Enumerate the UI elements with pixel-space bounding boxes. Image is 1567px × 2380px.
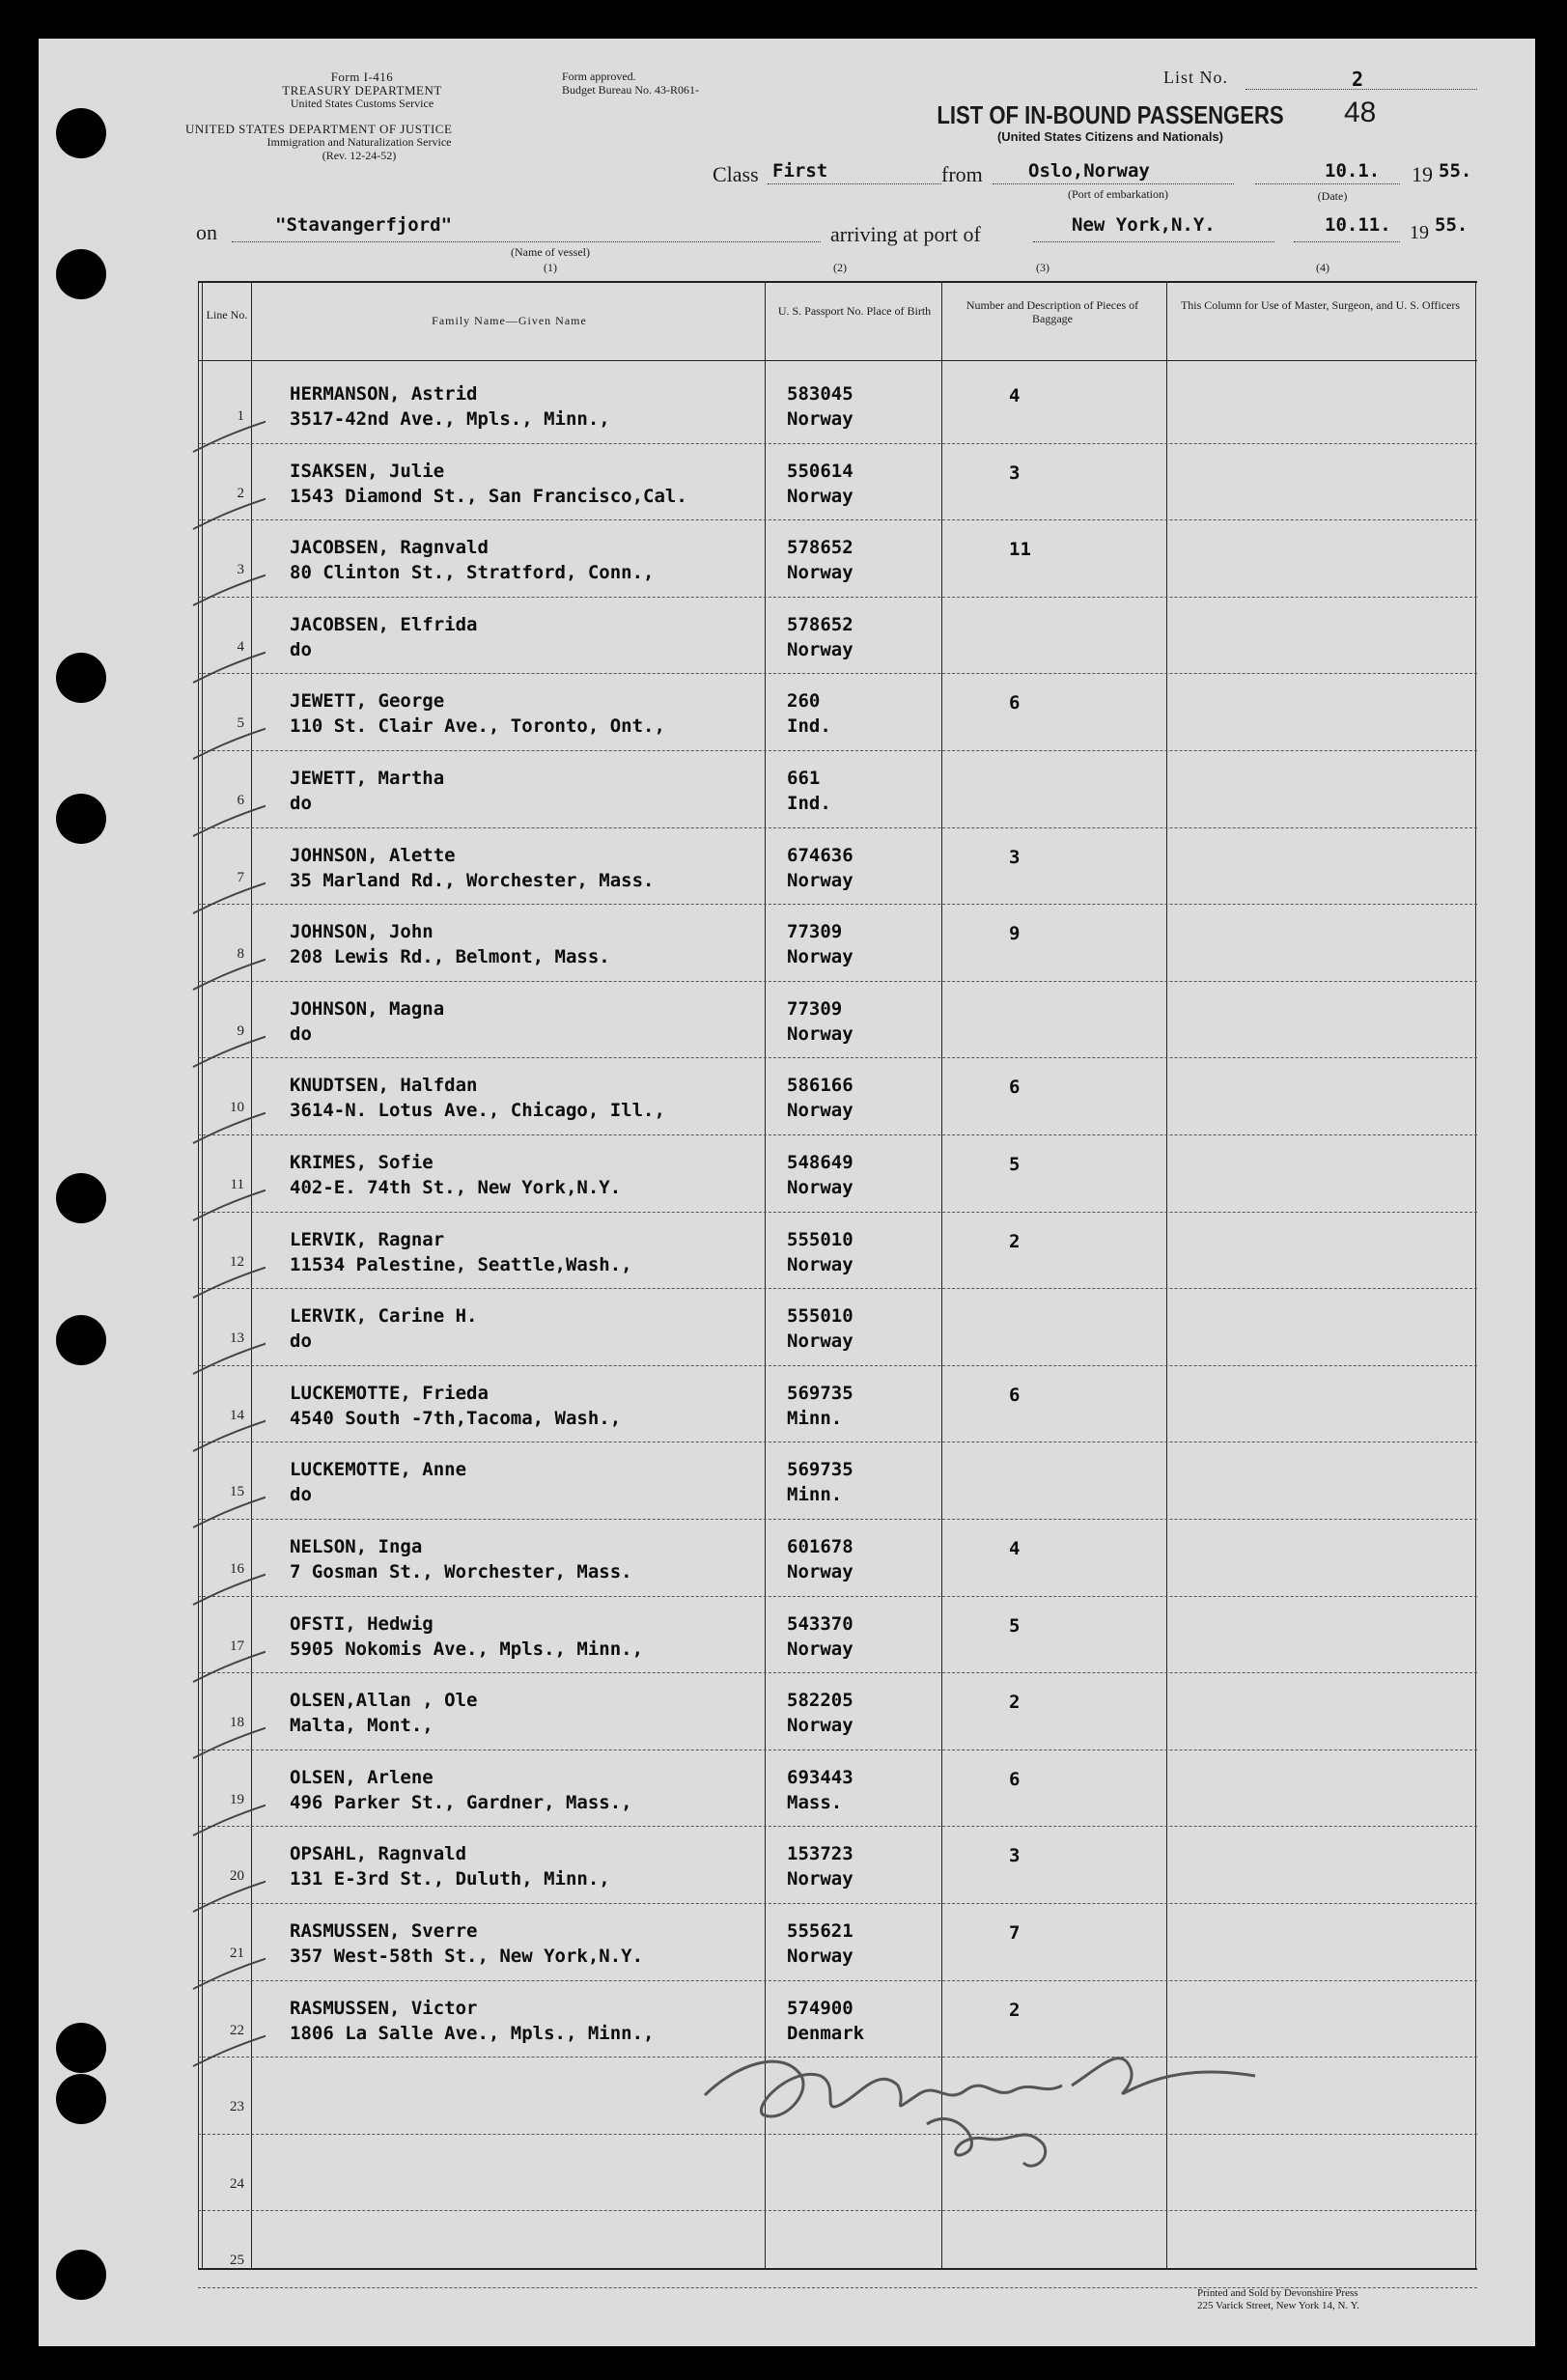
vessel-caption: (Name of vessel): [511, 245, 590, 259]
row-divider: [198, 1596, 1477, 1597]
check-mark: [188, 495, 266, 534]
line-number: 12: [230, 1253, 244, 1270]
place-of-birth: Norway: [787, 1253, 853, 1275]
binder-hole: [56, 2250, 106, 2300]
passport-number: 601678: [787, 1536, 853, 1557]
arrival-port: New York,N.Y.: [1072, 214, 1216, 236]
binder-hole: [56, 653, 106, 703]
place-of-birth: Norway: [787, 1177, 853, 1198]
passenger-name: LERVIK, Ragnar: [290, 1228, 445, 1250]
baggage-count: 7: [1009, 1922, 1021, 1944]
passenger-name: JEWETT, George: [290, 690, 445, 713]
place-of-birth: Norway: [787, 1100, 853, 1122]
line-number: 25: [230, 2253, 244, 2269]
passenger-address: do: [290, 1330, 312, 1353]
passenger-address: do: [290, 1484, 312, 1506]
binder-hole: [56, 1173, 106, 1223]
place-of-birth: Norway: [787, 1946, 853, 1967]
class-value: First: [772, 160, 828, 182]
baggage-count: 6: [1009, 1077, 1021, 1099]
col-ref-4: (4): [1316, 261, 1329, 274]
port-caption: (Port of embarkation): [1068, 187, 1168, 201]
immigration-service: Immigration and Naturalization Service: [266, 135, 452, 149]
row-divider: [198, 1980, 1477, 1981]
passenger-address: 1806 La Salle Ave., Mpls., Minn.,: [290, 2022, 655, 2044]
place-of-birth: Denmark: [787, 2022, 865, 2044]
passenger-address: 402-E. 74th St., New York,N.Y.: [290, 1177, 622, 1198]
passport-number: 77309: [787, 997, 843, 1020]
binder-hole: [56, 1315, 106, 1365]
check-mark: [188, 1187, 266, 1225]
place-of-birth: Norway: [787, 408, 853, 430]
row-divider: [198, 981, 1477, 982]
passport-number: 569735: [787, 1382, 853, 1404]
place-of-birth: Norway: [787, 946, 853, 968]
check-mark: [188, 1494, 266, 1532]
baggage-count: 3: [1009, 846, 1021, 868]
printer-line-1: Printed and Sold by Devonshire Press: [1197, 2287, 1358, 2299]
check-mark: [188, 1802, 266, 1840]
passport-number: 693443: [787, 1766, 853, 1788]
line-number: 4: [237, 638, 244, 655]
passenger-name: NELSON, Inga: [290, 1536, 423, 1557]
passenger-name: RASMUSSEN, Victor: [290, 1997, 478, 2019]
passport-number: 583045: [787, 383, 853, 405]
line-number: 24: [230, 2175, 244, 2192]
line-number: 23: [230, 2099, 244, 2115]
passenger-name: OLSEN,Allan , Ole: [290, 1690, 478, 1712]
line-number: 19: [230, 1791, 244, 1807]
passenger-address: 80 Clinton St., Stratford, Conn.,: [290, 562, 655, 584]
check-mark: [188, 802, 266, 841]
baggage-count: 6: [1009, 1768, 1021, 1790]
passenger-address: 3517-42nd Ave., Mpls., Minn.,: [290, 408, 610, 430]
line-number: 15: [230, 1484, 244, 1500]
line-number: 10: [230, 1100, 244, 1116]
place-of-birth: Mass.: [787, 1791, 843, 1813]
passenger-name: JEWETT, Martha: [290, 768, 445, 789]
passenger-name: OLSEN, Arlene: [290, 1766, 434, 1788]
passport-number: 555010: [787, 1228, 853, 1250]
line-number: 1: [237, 408, 244, 424]
passenger-address: 496 Parker St., Gardner, Mass.,: [290, 1791, 632, 1813]
passport-number: 555621: [787, 1920, 853, 1942]
row-divider: [198, 1365, 1477, 1366]
passport-number: 569735: [787, 1459, 853, 1481]
passport-number: 674636: [787, 844, 853, 866]
check-mark: [188, 418, 266, 457]
row-divider: [198, 1672, 1477, 1673]
passenger-address: 35 Marland Rd., Worchester, Mass.: [290, 869, 655, 891]
place-of-birth: Norway: [787, 485, 853, 507]
check-mark: [188, 1417, 266, 1456]
row-divider: [198, 1288, 1477, 1289]
passport-number: 582205: [787, 1690, 853, 1712]
line-number: 5: [237, 715, 244, 732]
row-divider: [198, 2210, 1477, 2211]
line-number: 9: [237, 1022, 244, 1039]
check-mark: [188, 1878, 266, 1917]
arrival-date: 10.11.: [1325, 214, 1391, 236]
check-mark: [188, 572, 266, 610]
date-caption: (Date): [1317, 189, 1348, 203]
passenger-table: [198, 281, 1477, 2270]
place-of-birth: Ind.: [787, 793, 831, 814]
line-number: 14: [230, 1407, 244, 1423]
baggage-count: 3: [1009, 1845, 1021, 1867]
from-value: Oslo,Norway: [1028, 160, 1150, 182]
check-mark: [188, 1109, 266, 1148]
line-number: 21: [230, 1946, 244, 1961]
row-divider: [198, 597, 1477, 598]
passenger-address: 131 E-3rd St., Duluth, Minn.,: [290, 1868, 610, 1890]
col-header-line-no: Line No.: [206, 308, 248, 322]
baggage-count: 11: [1009, 539, 1031, 561]
passenger-name: OPSAHL, Ragnvald: [290, 1843, 467, 1865]
passenger-name: KRIMES, Sofie: [290, 1152, 434, 1173]
baggage-count: 2: [1009, 1692, 1021, 1714]
row-divider: [198, 673, 1477, 674]
passenger-name: RASMUSSEN, Sverre: [290, 1920, 478, 1942]
passenger-name: JOHNSON, Alette: [290, 844, 456, 866]
line-number: 18: [230, 1715, 244, 1731]
passenger-address: 3614-N. Lotus Ave., Chicago, Ill.,: [290, 1100, 665, 1122]
place-of-birth: Norway: [787, 1330, 853, 1353]
passenger-address: 1543 Diamond St., San Francisco,Cal.: [290, 485, 687, 507]
passenger-name: KNUDTSEN, Halfdan: [290, 1075, 478, 1097]
col-header-baggage: Number and Description of Pieces of Baggage: [965, 298, 1139, 325]
check-mark: [188, 1955, 266, 1994]
page-title: LIST OF IN-BOUND PASSENGERS: [937, 100, 1284, 129]
binder-hole: [56, 108, 106, 158]
binder-hole: [56, 249, 106, 299]
binder-hole: [56, 794, 106, 844]
date-value: 10.1.: [1325, 160, 1381, 182]
passport-number: 550614: [787, 460, 853, 482]
line-number: 7: [237, 869, 244, 885]
page-number: 48: [1344, 97, 1377, 128]
check-mark: [188, 880, 266, 918]
row-divider: [198, 827, 1477, 828]
baggage-count: 4: [1009, 1538, 1021, 1559]
baggage-count: 2: [1009, 1999, 1021, 2021]
baggage-count: 3: [1009, 462, 1021, 484]
passport-number: 661: [787, 768, 821, 789]
place-of-birth: Minn.: [787, 1484, 843, 1506]
baggage-count: 6: [1009, 1384, 1021, 1406]
check-mark: [188, 2032, 266, 2071]
col-header-passport: U. S. Passport No. Place of Birth: [777, 304, 932, 318]
arrival-year-prefix: 19: [1410, 222, 1429, 243]
line-number: 2: [237, 485, 244, 501]
line-number: 8: [237, 946, 244, 963]
binder-hole: [56, 2023, 106, 2073]
passenger-name: JACOBSEN, Ragnvald: [290, 537, 489, 559]
passenger-name: JACOBSEN, Elfrida: [290, 613, 478, 635]
check-mark: [188, 1264, 266, 1302]
passport-number: 578652: [787, 613, 853, 635]
passenger-name: LERVIK, Carine H.: [290, 1305, 478, 1328]
baggage-count: 2: [1009, 1230, 1021, 1252]
baggage-count: 5: [1009, 1614, 1021, 1637]
check-mark: [188, 1571, 266, 1610]
form-approved: Form approved.: [562, 70, 636, 83]
list-no-value: 2: [1352, 68, 1364, 91]
col-header-name: Family Name—Given Name: [432, 314, 587, 327]
passenger-name: ISAKSEN, Julie: [290, 460, 445, 482]
passport-number: 77309: [787, 921, 843, 943]
treasury-dept: TREASURY DEPARTMENT: [282, 83, 442, 98]
list-no-label: List No.: [1163, 68, 1229, 87]
check-mark: [188, 956, 266, 994]
row-divider: [198, 1057, 1477, 1058]
place-of-birth: Ind.: [787, 715, 831, 738]
arrival-year-suffix: 55.: [1435, 214, 1469, 236]
justice-dept: UNITED STATES DEPARTMENT OF JUSTICE: [185, 122, 453, 136]
on-label: on: [196, 220, 217, 244]
place-of-birth: Norway: [787, 562, 853, 584]
line-number: 13: [230, 1330, 244, 1347]
check-mark: [188, 1724, 266, 1763]
passenger-address: 357 West-58th St., New York,N.Y.: [290, 1946, 644, 1967]
line-number: 20: [230, 1868, 244, 1885]
passenger-address: 11534 Palestine, Seattle,Wash.,: [290, 1253, 632, 1275]
arriving-label: arriving at port of: [830, 222, 981, 246]
page-subtitle: (United States Citizens and Nationals): [996, 129, 1224, 144]
passenger-address: 7 Gosman St., Worchester, Mass.: [290, 1561, 632, 1582]
passenger-address: 4540 South -7th,Tacoma, Wash.,: [290, 1407, 622, 1429]
budget-bureau: Budget Bureau No. 43-R061-: [562, 83, 699, 97]
passenger-name: JOHNSON, Magna: [290, 997, 445, 1020]
col-header-officers: This Column for Use of Master, Surgeon, and U. S. Officers: [1180, 298, 1461, 312]
line-number: 6: [237, 793, 244, 808]
line-number: 22: [230, 2022, 244, 2038]
baggage-count: 4: [1009, 385, 1021, 406]
row-divider: [198, 443, 1477, 444]
line-number: 3: [237, 562, 244, 578]
passport-number: 260: [787, 690, 821, 713]
row-divider: [198, 1134, 1477, 1135]
row-divider: [198, 1826, 1477, 1827]
passenger-address: 110 St. Clair Ave., Toronto, Ont.,: [290, 715, 665, 738]
from-label: from: [941, 162, 983, 186]
baggage-count: 5: [1009, 1154, 1021, 1175]
check-mark: [188, 1340, 266, 1379]
place-of-birth: Norway: [787, 1638, 853, 1660]
passport-number: 548649: [787, 1152, 853, 1173]
place-of-birth: Norway: [787, 1561, 853, 1582]
place-of-birth: Norway: [787, 869, 853, 891]
form-id: Form I-416: [330, 70, 394, 84]
passport-number: 555010: [787, 1305, 853, 1328]
revision: (Rev. 12-24-52): [322, 149, 397, 162]
check-mark: [188, 1648, 266, 1687]
line-number: 11: [230, 1177, 244, 1192]
passenger-address: 5905 Nokomis Ave., Mpls., Minn.,: [290, 1638, 644, 1660]
vessel-value: "Stavangerfjord": [275, 214, 453, 236]
row-divider: [198, 1903, 1477, 1904]
passenger-name: HERMANSON, Astrid: [290, 383, 478, 405]
passport-number: 153723: [787, 1843, 853, 1865]
col-ref-3: (3): [1036, 261, 1049, 274]
year-suffix: 55.: [1439, 160, 1472, 182]
passenger-name: LUCKEMOTTE, Frieda: [290, 1382, 489, 1404]
passport-number: 543370: [787, 1612, 853, 1635]
baggage-count: 6: [1009, 692, 1021, 714]
place-of-birth: Norway: [787, 1715, 853, 1737]
line-number: 16: [230, 1561, 244, 1577]
passenger-address: do: [290, 793, 312, 814]
row-divider: [198, 519, 1477, 520]
baggage-count: 9: [1009, 923, 1021, 945]
row-divider: [198, 750, 1477, 751]
row-divider: [198, 904, 1477, 905]
inspector-signature: [676, 2008, 1352, 2182]
passenger-address: do: [290, 1022, 312, 1045]
passport-number: 586166: [787, 1075, 853, 1097]
place-of-birth: Norway: [787, 1868, 853, 1890]
place-of-birth: Norway: [787, 1022, 853, 1045]
passenger-name: OFSTI, Hedwig: [290, 1612, 434, 1635]
passenger-address: do: [290, 638, 312, 660]
passport-number: 578652: [787, 537, 853, 559]
line-number: 17: [230, 1638, 244, 1654]
passenger-address: 208 Lewis Rd., Belmont, Mass.: [290, 946, 610, 968]
place-of-birth: Norway: [787, 638, 853, 660]
passenger-address: Malta, Mont.,: [290, 1715, 434, 1737]
printer-line-2: 225 Varick Street, New York 14, N. Y.: [1197, 2300, 1359, 2311]
passport-number: 574900: [787, 1997, 853, 2019]
check-mark: [188, 1033, 266, 1072]
year-prefix: 19: [1412, 162, 1433, 186]
col-ref-1: (1): [544, 261, 557, 274]
class-label: Class: [713, 162, 759, 186]
col-ref-2: (2): [833, 261, 847, 274]
check-mark: [188, 649, 266, 687]
passenger-name: LUCKEMOTTE, Anne: [290, 1459, 467, 1481]
passenger-name: JOHNSON, John: [290, 921, 434, 943]
check-mark: [188, 725, 266, 764]
place-of-birth: Minn.: [787, 1407, 843, 1429]
binder-hole: [56, 2074, 106, 2124]
customs-service: United States Customs Service: [290, 97, 434, 110]
row-divider: [198, 1212, 1477, 1213]
row-divider: [198, 1519, 1477, 1520]
